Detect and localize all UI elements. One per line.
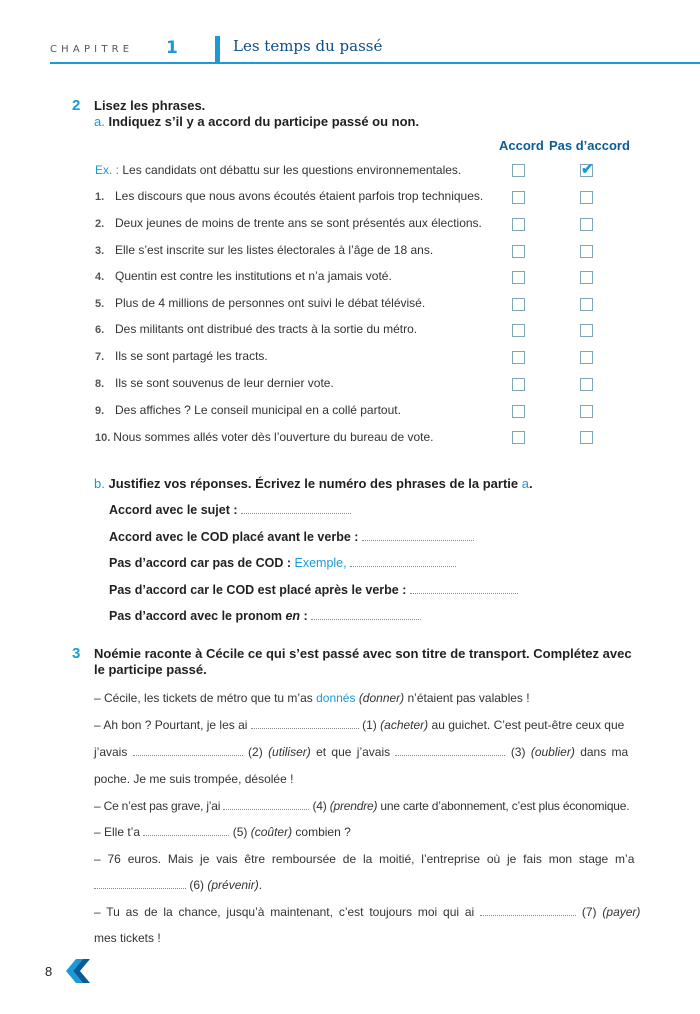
dialogue-line: j’avais (2) (utiliser) et que j’avais (3) (oublier) dans ma bbox=[94, 745, 629, 759]
sentence-7-pas-accord-checkbox[interactable] bbox=[580, 351, 593, 364]
sentence-row: 6. Des militants ont distribué des tracts à la sortie du métro. bbox=[95, 322, 418, 336]
page-number: 8 bbox=[45, 964, 53, 979]
example-accord-checkbox[interactable] bbox=[512, 164, 525, 177]
answer-blank-6[interactable] bbox=[94, 887, 186, 889]
example-answer: donnés bbox=[316, 691, 356, 705]
dialogue-line: – Cécile, les tickets de métro que tu m’as donnés (donner) n’étaient pas valables ! bbox=[94, 691, 530, 705]
example-pas-accord-checkbox[interactable] bbox=[580, 161, 594, 178]
sentence-6-pas-accord-checkbox[interactable] bbox=[580, 324, 593, 337]
sentence-4-accord-checkbox[interactable] bbox=[512, 271, 525, 284]
dialogue-line: – Elle t’a (5) (coûter) combien ? bbox=[94, 825, 351, 839]
part-b-instruction: b. Justifiez vos réponses. Écrivez le numéro des phrases de la partie a. bbox=[94, 476, 533, 491]
justification-line-accord-cod: Accord avec le COD placé avant le verbe : bbox=[109, 530, 474, 544]
sentence-5-accord-checkbox[interactable] bbox=[512, 298, 525, 311]
part-a-instruction bbox=[94, 114, 419, 129]
exercise-number-2: 2 bbox=[72, 97, 81, 114]
dialogue-line: – Ah bon ? Pourtant, je les ai (1) (acheter) au guichet. C’est peut-être ceux que bbox=[94, 718, 625, 732]
sentence-10-pas-accord-checkbox[interactable] bbox=[580, 431, 593, 444]
chapter-label: CHAPITRE bbox=[50, 44, 134, 55]
sentence-row: 7. Ils se sont partagé les tracts. bbox=[95, 349, 268, 363]
dialogue-line: – Ce n’est pas grave, j’ai (4) (prendre) une carte d’abonnement, c’est plus économique. bbox=[94, 799, 630, 813]
sentence-row: 8. Ils se sont souvenus de leur dernier vote. bbox=[95, 376, 334, 390]
sentence-8-pas-accord-checkbox[interactable] bbox=[580, 378, 593, 391]
answer-blank-3[interactable] bbox=[395, 754, 505, 756]
sentence-5-pas-accord-checkbox[interactable] bbox=[580, 298, 593, 311]
dialogue-line: mes tickets ! bbox=[94, 931, 161, 945]
justification-line-accord-sujet: Accord avec le sujet : bbox=[109, 503, 351, 517]
sentence-3-accord-checkbox[interactable] bbox=[512, 245, 525, 258]
sentence-1-accord-checkbox[interactable] bbox=[512, 191, 525, 204]
answer-blank-7[interactable] bbox=[480, 914, 576, 916]
exercise-3-instruction-line2: le participe passé. bbox=[94, 662, 207, 677]
answer-blank-4[interactable] bbox=[223, 808, 309, 810]
sentence-2-pas-accord-checkbox[interactable] bbox=[580, 218, 593, 231]
sentence-1-pas-accord-checkbox[interactable] bbox=[580, 191, 593, 204]
sentence-9-accord-checkbox[interactable] bbox=[512, 405, 525, 418]
dialogue-line: poche. Je me suis trompée, désolée ! bbox=[94, 772, 294, 786]
sentence-2-accord-checkbox[interactable] bbox=[512, 218, 525, 231]
sentence-row: 1. Les discours que nous avons écoutés étaient parfois trop techniques. bbox=[95, 189, 484, 203]
answer-blank-1[interactable] bbox=[251, 727, 359, 729]
chapter-header bbox=[50, 36, 700, 64]
column-header-pas-accord: Pas d’accord bbox=[549, 138, 630, 153]
column-header-accord: Accord bbox=[499, 138, 544, 153]
sentence-row: 10. Nous sommes allés voter dès l’ouverture du bureau de vote. bbox=[95, 430, 434, 444]
justification-line-pas-cod: Pas d’accord car pas de COD : Exemple, bbox=[109, 556, 456, 570]
answer-blank[interactable] bbox=[350, 565, 456, 567]
sentence-row: 4. Quentin est contre les institutions et n’a jamais voté. bbox=[95, 269, 392, 283]
answer-blank[interactable] bbox=[410, 592, 518, 594]
sentence-row: 9. Des affiches ? Le conseil municipal en a collé partout. bbox=[95, 403, 401, 417]
example-sentence bbox=[95, 163, 461, 177]
header-divider bbox=[215, 36, 220, 63]
exercise-number-3: 3 bbox=[72, 645, 81, 662]
sentence-8-accord-checkbox[interactable] bbox=[512, 378, 525, 391]
exercise-3-instruction-line1: Noémie raconte à Cécile ce qui s’est passé avec son titre de transport. Complétez avec bbox=[94, 646, 632, 661]
justification-line-pronom-en: Pas d’accord avec le pronom en : bbox=[109, 609, 421, 623]
exercise-2-instruction: Lisez les phrases. bbox=[94, 98, 206, 113]
sentence-row: 3. Elle s’est inscrite sur les listes électorales à l’âge de 18 ans. bbox=[95, 243, 434, 257]
answer-blank[interactable] bbox=[311, 618, 421, 620]
example-label: Ex. : bbox=[95, 163, 120, 177]
dialogue-line: (6) (prévenir). bbox=[94, 878, 262, 892]
answer-blank-2[interactable] bbox=[133, 754, 243, 756]
dialogue-line: – 76 euros. Mais je vais être remboursée de la moitié, l’entreprise où je fais mon stage m’a bbox=[94, 852, 635, 866]
example-answer: Exemple, bbox=[294, 556, 347, 570]
sentence-3-pas-accord-checkbox[interactable] bbox=[580, 245, 593, 258]
sentence-10-accord-checkbox[interactable] bbox=[512, 431, 525, 444]
justification-line-cod-apres: Pas d’accord car le COD est placé après le verbe : bbox=[109, 583, 518, 597]
chapter-number: 1 bbox=[166, 38, 178, 58]
checkmark-icon: ✔ bbox=[581, 161, 594, 178]
sentence-6-accord-checkbox[interactable] bbox=[512, 324, 525, 337]
dialogue-line: – Tu as de la chance, jusqu’à maintenant, c’est toujours moi qui ai (7) (payer) bbox=[94, 905, 641, 919]
sentence-row: 2. Deux jeunes de moins de trente ans se sont présentés aux élections. bbox=[95, 216, 482, 230]
sentence-9-pas-accord-checkbox[interactable] bbox=[580, 405, 593, 418]
answer-blank[interactable] bbox=[362, 539, 474, 541]
answer-blank[interactable] bbox=[241, 512, 351, 514]
double-chevron-left-icon bbox=[65, 958, 91, 984]
sentence-4-pas-accord-checkbox[interactable] bbox=[580, 271, 593, 284]
chapter-title: Les temps du passé bbox=[233, 37, 383, 55]
part-a-text: Indiquez s’il y a accord du participe passé ou non. bbox=[108, 114, 420, 129]
part-b-letter: b. bbox=[94, 476, 105, 491]
sentence-row: 5. Plus de 4 millions de personnes ont suivi le débat télévisé. bbox=[95, 296, 426, 310]
answer-blank-5[interactable] bbox=[143, 834, 229, 836]
part-a-letter: a. bbox=[94, 114, 105, 129]
example-text: Les candidats ont débattu sur les questions environnementales. bbox=[122, 163, 462, 177]
sentence-7-accord-checkbox[interactable] bbox=[512, 351, 525, 364]
